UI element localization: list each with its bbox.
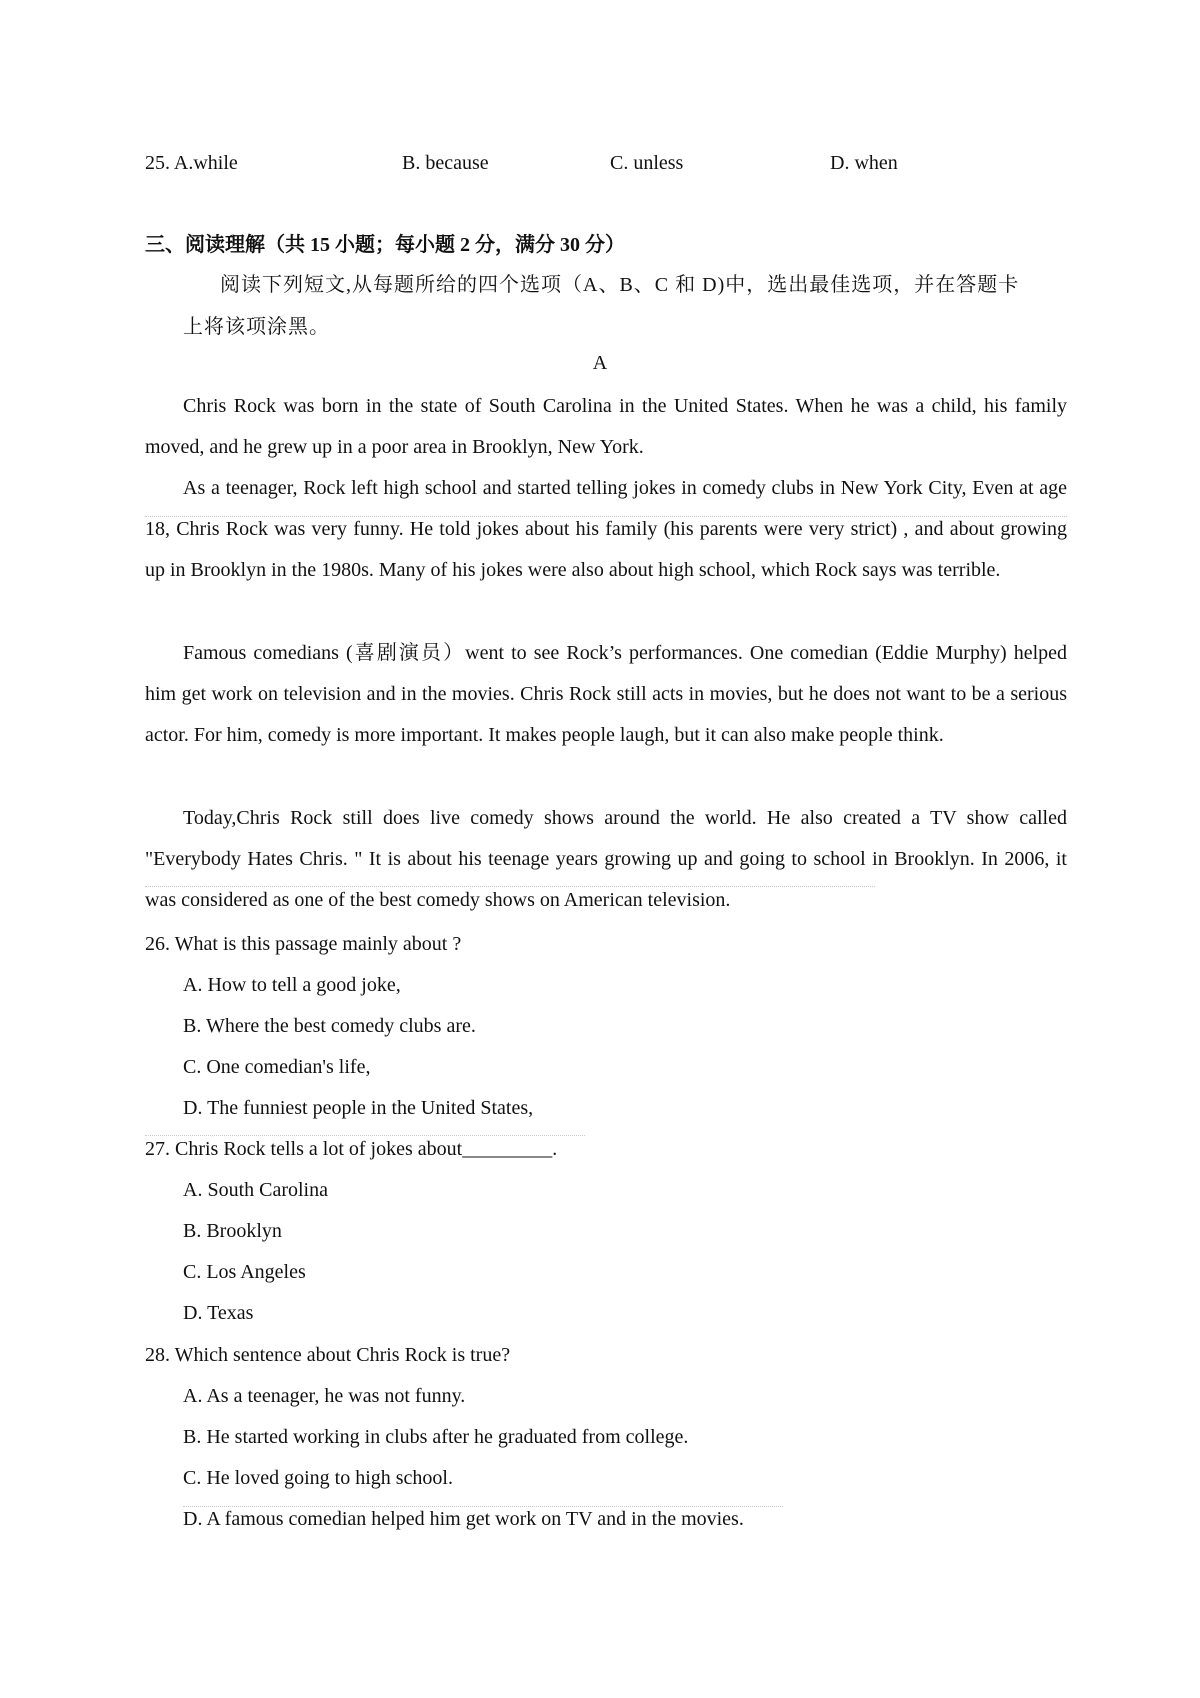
section-title: 三、阅读理解（共 15 小题；每小题 2 分，满分 30 分） xyxy=(145,234,625,256)
passage-label: A xyxy=(592,352,608,374)
question-26-stem: 26. What is this passage mainly about ? xyxy=(145,933,462,955)
question-27-option-b: B. Brooklyn xyxy=(183,1220,282,1242)
question-28-stem: 28. Which sentence about Chris Rock is true? xyxy=(145,1344,511,1366)
passage-paragraph-2: As a teenager, Rock left high school and started telling jokes in comedy clubs in New York City, Even at age 18, Chris Rock was very funny. He told jokes about his family (his parents were very strict) , and about growing up in Brooklyn in the 1980s. Many of his jokes were also about high school, which Rock says was terrible. xyxy=(145,477,1067,581)
section-instruction-line1: 阅读下列短文,从每题所给的四个选项（A、B、C 和 D)中，选出最佳选项，并在答题卡 xyxy=(220,274,1020,296)
dotted-guide-line xyxy=(145,516,1067,517)
question-28-option-c: C. He loved going to high school. xyxy=(183,1467,453,1489)
question-27-option-c: C. Los Angeles xyxy=(183,1261,306,1283)
question-26-option-c: C. One comedian's life, xyxy=(183,1056,371,1078)
passage-paragraph-1: Chris Rock was born in the state of South Carolina in the United States. When he was a child, his family moved, and he grew up in a poor area in Brooklyn, New York. xyxy=(145,395,1067,458)
question-28-option-b: B. He started working in clubs after he graduated from college. xyxy=(183,1426,689,1448)
q25-option-d: D. when xyxy=(830,152,898,174)
question-28-option-a: A. As a teenager, he was not funny. xyxy=(183,1385,466,1407)
dotted-guide-line xyxy=(145,886,875,887)
dotted-guide-line xyxy=(183,1506,783,1507)
q25-option-a: 25. A.while xyxy=(145,152,238,174)
passage-paragraph-3: Famous comedians (喜剧演员）went to see Rock’s performances. One comedian (Eddie Murphy) helped him get work on television and in the movies. Chris Rock still acts in movies, but he does not want to be a serious actor. For him, comedy is more important. It makes people laugh, but it can also make people think. xyxy=(145,642,1067,746)
dotted-guide-line xyxy=(145,1135,585,1136)
question-27-stem: 27. Chris Rock tells a lot of jokes about_________. xyxy=(145,1138,558,1160)
question-26-option-b: B. Where the best comedy clubs are. xyxy=(183,1015,476,1037)
section-instruction-line2: 上将该项涂黑。 xyxy=(183,316,330,338)
q25-option-b: B. because xyxy=(402,152,489,174)
question-27-option-d: D. Texas xyxy=(183,1302,254,1324)
q25-option-c: C. unless xyxy=(610,152,684,174)
question-28-option-d: D. A famous comedian helped him get work on TV and in the movies. xyxy=(183,1508,744,1530)
question-27-option-a: A. South Carolina xyxy=(183,1179,328,1201)
passage-paragraph-4: Today,Chris Rock still does live comedy shows around the world. He also created a TV show called "Everybody Hates Chris. " It is about his teenage years growing up and going to school in Brooklyn. In 2006, it was considered as one of the best comedy shows on American television. xyxy=(145,807,1067,911)
question-26-option-d: D. The funniest people in the United States, xyxy=(183,1097,534,1119)
question-26-option-a: A. How to tell a good joke, xyxy=(183,974,401,996)
